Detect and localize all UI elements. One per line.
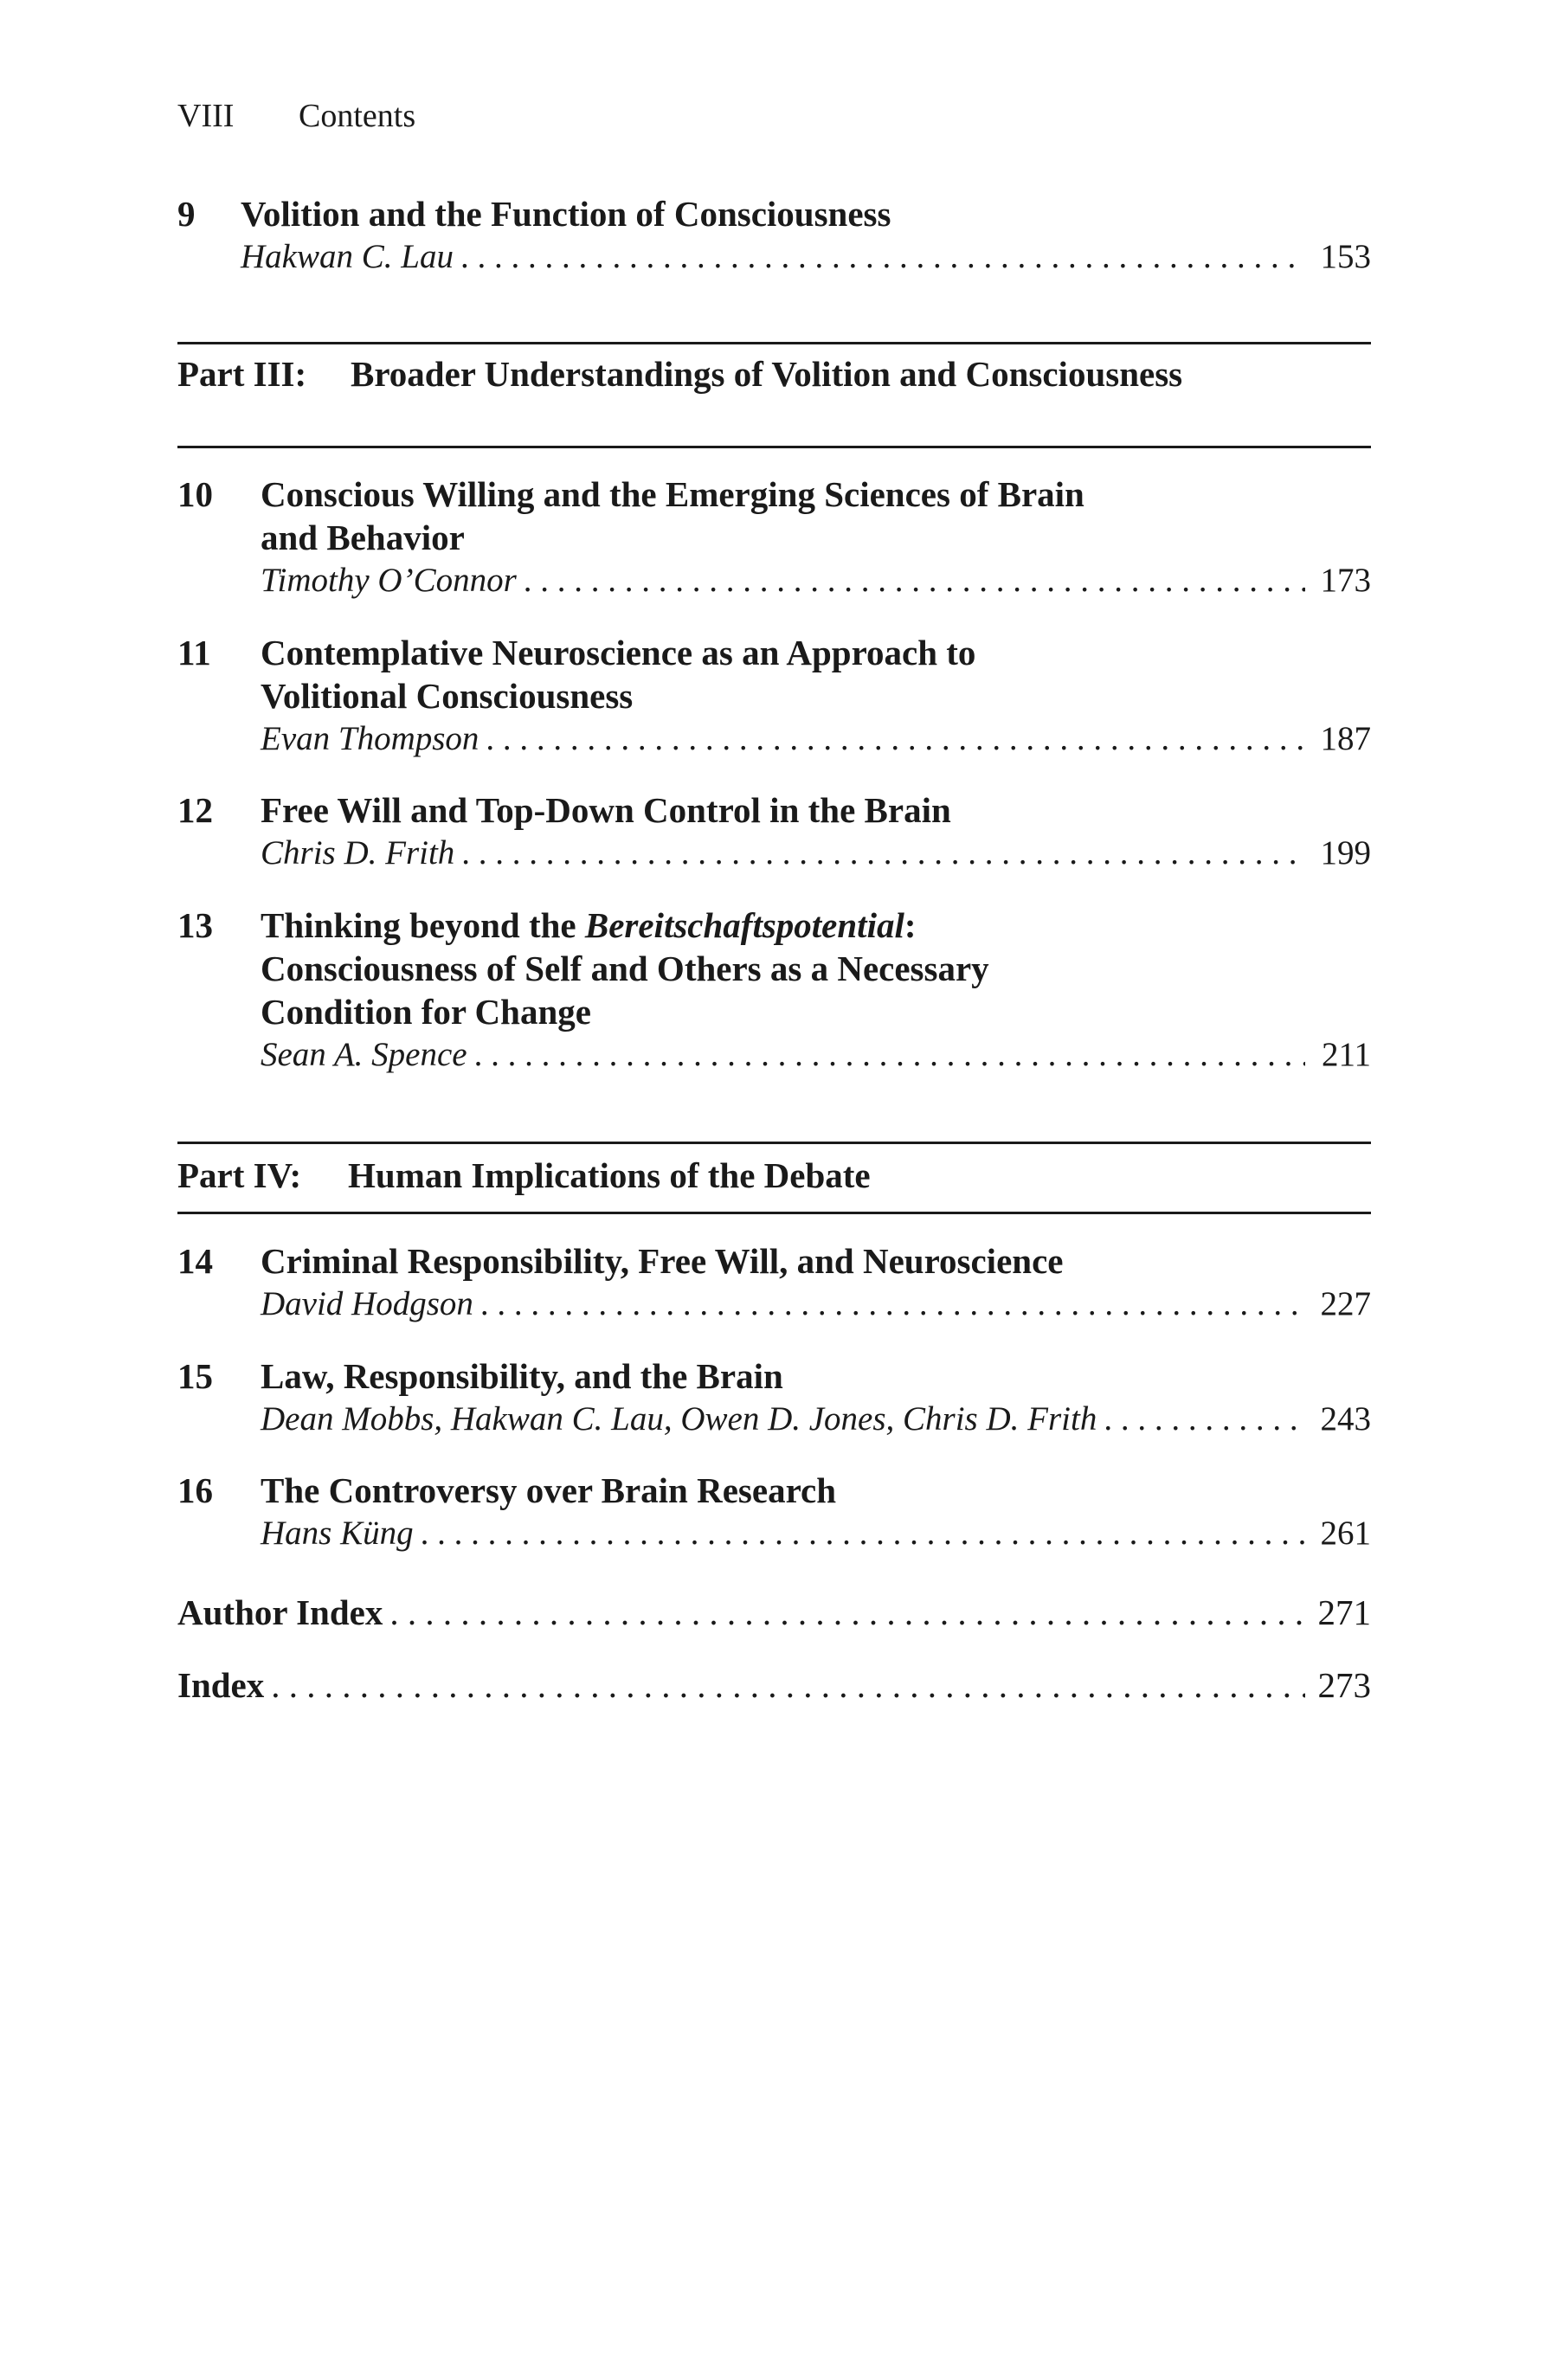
dot-leader (461, 832, 1305, 875)
part-label: Part IV: (177, 1155, 302, 1195)
part-heading (177, 1154, 1371, 1197)
page-number: 273 (1317, 1665, 1371, 1705)
chapter-number: 11 (177, 633, 211, 672)
dot-leader (421, 1512, 1305, 1555)
chapter-title: Free Will and Top-Down Control in the Brain (261, 790, 951, 830)
running-title: Contents (299, 98, 416, 134)
page-number: 173 (1320, 562, 1371, 599)
part-rule-top (177, 1142, 1371, 1144)
emphasized-term: Bereitschaftspotential (584, 905, 904, 945)
page-number: 271 (1317, 1592, 1371, 1632)
back-matter-label: Author Index (177, 1592, 383, 1632)
chapter-author: David Hodgson (261, 1285, 473, 1322)
running-head (177, 97, 415, 135)
part-rule-bottom (177, 446, 1371, 448)
chapter-number: 9 (177, 194, 196, 234)
chapter-title-line: Thinking beyond the Bereitschaftspotential: (261, 905, 917, 945)
dot-leader (389, 1591, 1305, 1634)
chapter-author: Chris D. Frith (261, 834, 455, 872)
chapter-author: Evan Thompson (261, 720, 479, 757)
part-rule-bottom (177, 1212, 1371, 1214)
page-number: 187 (1320, 720, 1371, 757)
page-number: 261 (1320, 1515, 1371, 1552)
page-number: 199 (1320, 834, 1371, 872)
chapter-author: Dean Mobbs, Hakwan C. Lau, Owen D. Jones, Chris D. Frith (261, 1400, 1097, 1438)
chapter-number: 15 (177, 1356, 213, 1396)
dot-leader (1104, 1398, 1305, 1441)
part-title-line: Broader Understandings of Volition and (351, 354, 957, 394)
chapter-title-line: Volitional Consciousness (261, 676, 634, 716)
chapter-author: Hans Küng (261, 1515, 414, 1552)
dot-leader (480, 1283, 1305, 1326)
chapter-title-line: Contemplative Neuroscience as an Approach to (261, 633, 976, 672)
chapter-number: 13 (177, 905, 213, 945)
dot-leader (271, 1663, 1305, 1707)
chapter-title-line: Consciousness of Self and Others as a Necessary (261, 949, 989, 988)
toc-entry-index[interactable] (177, 1663, 1371, 1707)
page-number: 243 (1320, 1400, 1371, 1438)
chapter-title-line: Conscious Willing and the Emerging Sciences of Brain (261, 474, 1084, 514)
part-heading (177, 352, 1371, 439)
chapter-author: Sean A. Spence (261, 1036, 467, 1073)
chapter-number: 16 (177, 1470, 213, 1510)
chapter-title-line: and Behavior (261, 518, 465, 557)
chapter-number: 12 (177, 790, 213, 830)
dot-leader (460, 235, 1305, 279)
chapter-number: 10 (177, 474, 213, 514)
toc-entry-author-index[interactable] (177, 1591, 1371, 1634)
part-title-line: Consciousness (965, 354, 1183, 394)
page-number: 227 (1320, 1285, 1371, 1322)
chapter-title: Criminal Responsibility, Free Will, and Neuroscience (261, 1241, 1064, 1281)
chapter-author: Timothy O’Connor (261, 562, 517, 599)
part-title: Human Implications of the Debate (348, 1155, 871, 1195)
page-number: 153 (1320, 238, 1371, 275)
dot-leader (524, 559, 1305, 602)
page-number: 211 (1321, 1036, 1371, 1073)
chapter-number: 14 (177, 1241, 213, 1281)
dot-leader (474, 1033, 1305, 1077)
back-matter-label: Index (177, 1665, 265, 1705)
part-label: Part III: (177, 354, 307, 394)
chapter-title: Volition and the Function of Consciousness (241, 194, 891, 234)
chapter-title: Law, Responsibility, and the Brain (261, 1356, 783, 1396)
chapter-title-line: Condition for Change (261, 992, 591, 1032)
folio: VIII (177, 98, 235, 134)
dot-leader (486, 717, 1305, 761)
chapter-title: The Controversy over Brain Research (261, 1470, 837, 1510)
chapter-author: Hakwan C. Lau (241, 238, 454, 275)
part-rule-top (177, 342, 1371, 344)
